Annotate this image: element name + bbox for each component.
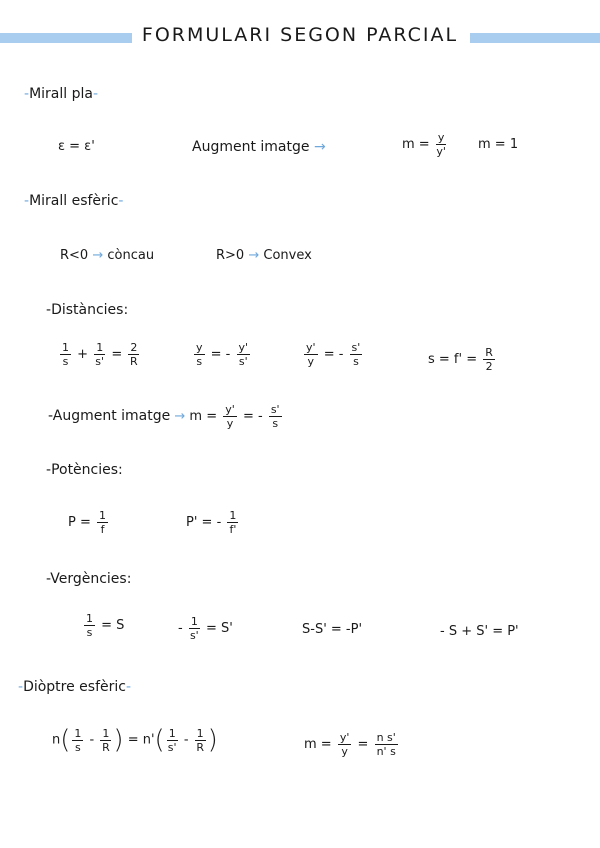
focal-lhs: s = f' =: [428, 352, 478, 367]
equals: = -: [242, 409, 263, 424]
denominator: s: [196, 355, 203, 368]
diopter-magnification: [304, 732, 400, 757]
subsection-potencies: [46, 462, 123, 478]
subsection-vergencies: [46, 571, 131, 587]
numerator: y: [437, 131, 445, 144]
arrow-right-icon: →: [174, 409, 190, 424]
numerator: 1: [74, 726, 82, 740]
fraction: [72, 728, 83, 753]
n-symbol: n: [52, 732, 61, 748]
vergence-relation-2: - S + S' = P': [440, 624, 519, 639]
fraction: [483, 347, 495, 372]
denominator: y: [226, 417, 234, 430]
equals-rhs: = S: [101, 618, 125, 633]
vergence-relation-1: S-S' = -P': [302, 622, 363, 637]
subsection-heading: Distàncies:: [51, 302, 129, 318]
section-mirall-pla: [24, 86, 98, 102]
augment-label: Augment imatge: [192, 139, 310, 155]
fraction: [223, 404, 237, 429]
dash-icon: -: [125, 679, 132, 695]
m-lhs: m =: [402, 137, 430, 152]
denominator: R: [130, 355, 138, 368]
equals: = -: [210, 347, 231, 362]
magnification-formula: [402, 132, 448, 157]
denominator: R: [196, 740, 204, 754]
augment-heading: Augment imatge: [52, 408, 171, 424]
numerator: n s': [376, 731, 396, 744]
fraction: [100, 728, 111, 753]
fraction: [304, 342, 318, 367]
fraction: [94, 342, 105, 367]
denominator: f': [229, 523, 237, 536]
fraction: [350, 342, 363, 367]
denominator: s: [353, 355, 359, 368]
minus-sign: -: [89, 732, 95, 748]
subsection-distancies: [46, 302, 128, 318]
fraction: [194, 342, 205, 367]
paren-close: ): [113, 725, 124, 755]
fraction: [195, 728, 206, 753]
equals: =: [111, 347, 123, 362]
denominator: s: [272, 417, 279, 430]
vergence-image: [178, 616, 233, 641]
dash-icon: -: [46, 462, 52, 478]
numerator: y: [196, 341, 203, 354]
denominator: s: [75, 740, 81, 754]
fraction: [128, 342, 139, 367]
numerator: 1: [168, 726, 176, 740]
refraction-equation: [52, 727, 218, 753]
numerator: s': [270, 403, 280, 416]
section-heading: Mirall pla: [29, 86, 93, 102]
minus-sign: -: [183, 732, 189, 748]
dash-icon: -: [24, 193, 30, 209]
arrow-right-icon: →: [88, 248, 108, 263]
dash-icon: -: [18, 679, 24, 695]
numerator: R: [485, 346, 493, 359]
denominator: s': [167, 740, 177, 754]
fraction: [269, 404, 282, 429]
magnification-one: m = 1: [478, 137, 519, 152]
minus-sign: -: [178, 621, 183, 636]
denominator: s': [189, 629, 199, 642]
dash-icon: -: [46, 302, 52, 318]
section-heading: Diòptre esfèric: [23, 679, 126, 695]
equals-rhs: = S': [205, 621, 233, 636]
fraction: [237, 342, 251, 367]
section-heading: Mirall esfèric: [29, 193, 119, 209]
numerator: 1: [190, 615, 198, 628]
numerator: 1: [62, 341, 69, 354]
vergence-object: [82, 613, 124, 638]
numerator: 1: [96, 341, 104, 354]
concave-label: còncau: [107, 248, 155, 263]
convex-label: Convex: [263, 248, 312, 263]
power-formula: [68, 510, 110, 535]
denominator: R: [102, 740, 110, 754]
page-title: FORMULARI SEGON PARCIAL: [141, 24, 459, 46]
fraction: [84, 613, 95, 638]
power-lhs: P' = -: [186, 515, 222, 530]
focal-equation: [428, 347, 497, 372]
equals: = n': [127, 732, 155, 748]
subsection-heading: Potències:: [51, 462, 123, 478]
numerator: y': [339, 731, 350, 744]
paren-open: (: [60, 725, 71, 755]
dash-icon: -: [24, 86, 30, 102]
augment-heading-wrap: [48, 408, 170, 424]
operator: +: [77, 347, 89, 362]
ratio-equation-1: [192, 342, 252, 367]
numerator: y': [225, 403, 235, 416]
fraction: [436, 132, 447, 157]
paren-open: (: [154, 725, 165, 755]
denominator: s: [86, 626, 93, 639]
denominator: y': [436, 145, 446, 158]
image-power-formula: [186, 510, 240, 535]
fraction: [375, 732, 398, 757]
spherical-augment: [48, 404, 284, 429]
dash-icon: -: [48, 408, 53, 424]
fraction: [189, 616, 200, 641]
equals: =: [357, 737, 369, 752]
fraction: [60, 342, 71, 367]
equals: = -: [323, 347, 344, 362]
denominator: y: [307, 355, 315, 368]
concave-rule: [60, 248, 154, 263]
dash-icon: -: [118, 193, 124, 209]
numerator: y': [306, 341, 316, 354]
numerator: 2: [130, 341, 138, 354]
arrow-right-icon: →: [244, 248, 264, 263]
mirror-equation: [58, 342, 141, 367]
convex-condition: R>0: [216, 248, 245, 263]
numerator: 1: [99, 509, 107, 522]
power-lhs: P =: [68, 515, 91, 530]
denominator: s': [95, 355, 105, 368]
dash-icon: -: [46, 571, 51, 587]
numerator: y': [238, 341, 249, 354]
denominator: y: [341, 745, 348, 758]
m-lhs: m =: [304, 737, 332, 752]
fraction: [338, 732, 352, 757]
denominator: s': [238, 355, 248, 368]
m-lhs: m =: [189, 409, 218, 424]
concave-condition: R<0: [60, 248, 89, 263]
fraction: [227, 510, 238, 535]
denominator: n' s: [376, 745, 396, 758]
denominator: s: [62, 355, 69, 368]
denominator: 2: [485, 360, 493, 373]
augment-row: [192, 139, 326, 155]
angle-equation: ε = ε': [58, 139, 95, 154]
arrow-right-icon: →: [313, 139, 326, 155]
convex-rule: [216, 248, 312, 263]
subsection-heading: Vergències:: [50, 571, 132, 587]
numerator: s': [351, 341, 361, 354]
numerator: 1: [102, 726, 110, 740]
dash-icon: -: [92, 86, 99, 102]
denominator: f: [100, 523, 105, 536]
section-mirall-esferic: [24, 193, 123, 209]
ratio-equation-2: [302, 342, 364, 367]
numerator: 1: [196, 726, 204, 740]
fraction: [167, 728, 178, 753]
fraction: [97, 510, 108, 535]
paren-close: ): [207, 725, 218, 755]
numerator: 1: [229, 509, 237, 522]
numerator: 1: [86, 612, 93, 625]
section-diopter: [18, 679, 131, 695]
